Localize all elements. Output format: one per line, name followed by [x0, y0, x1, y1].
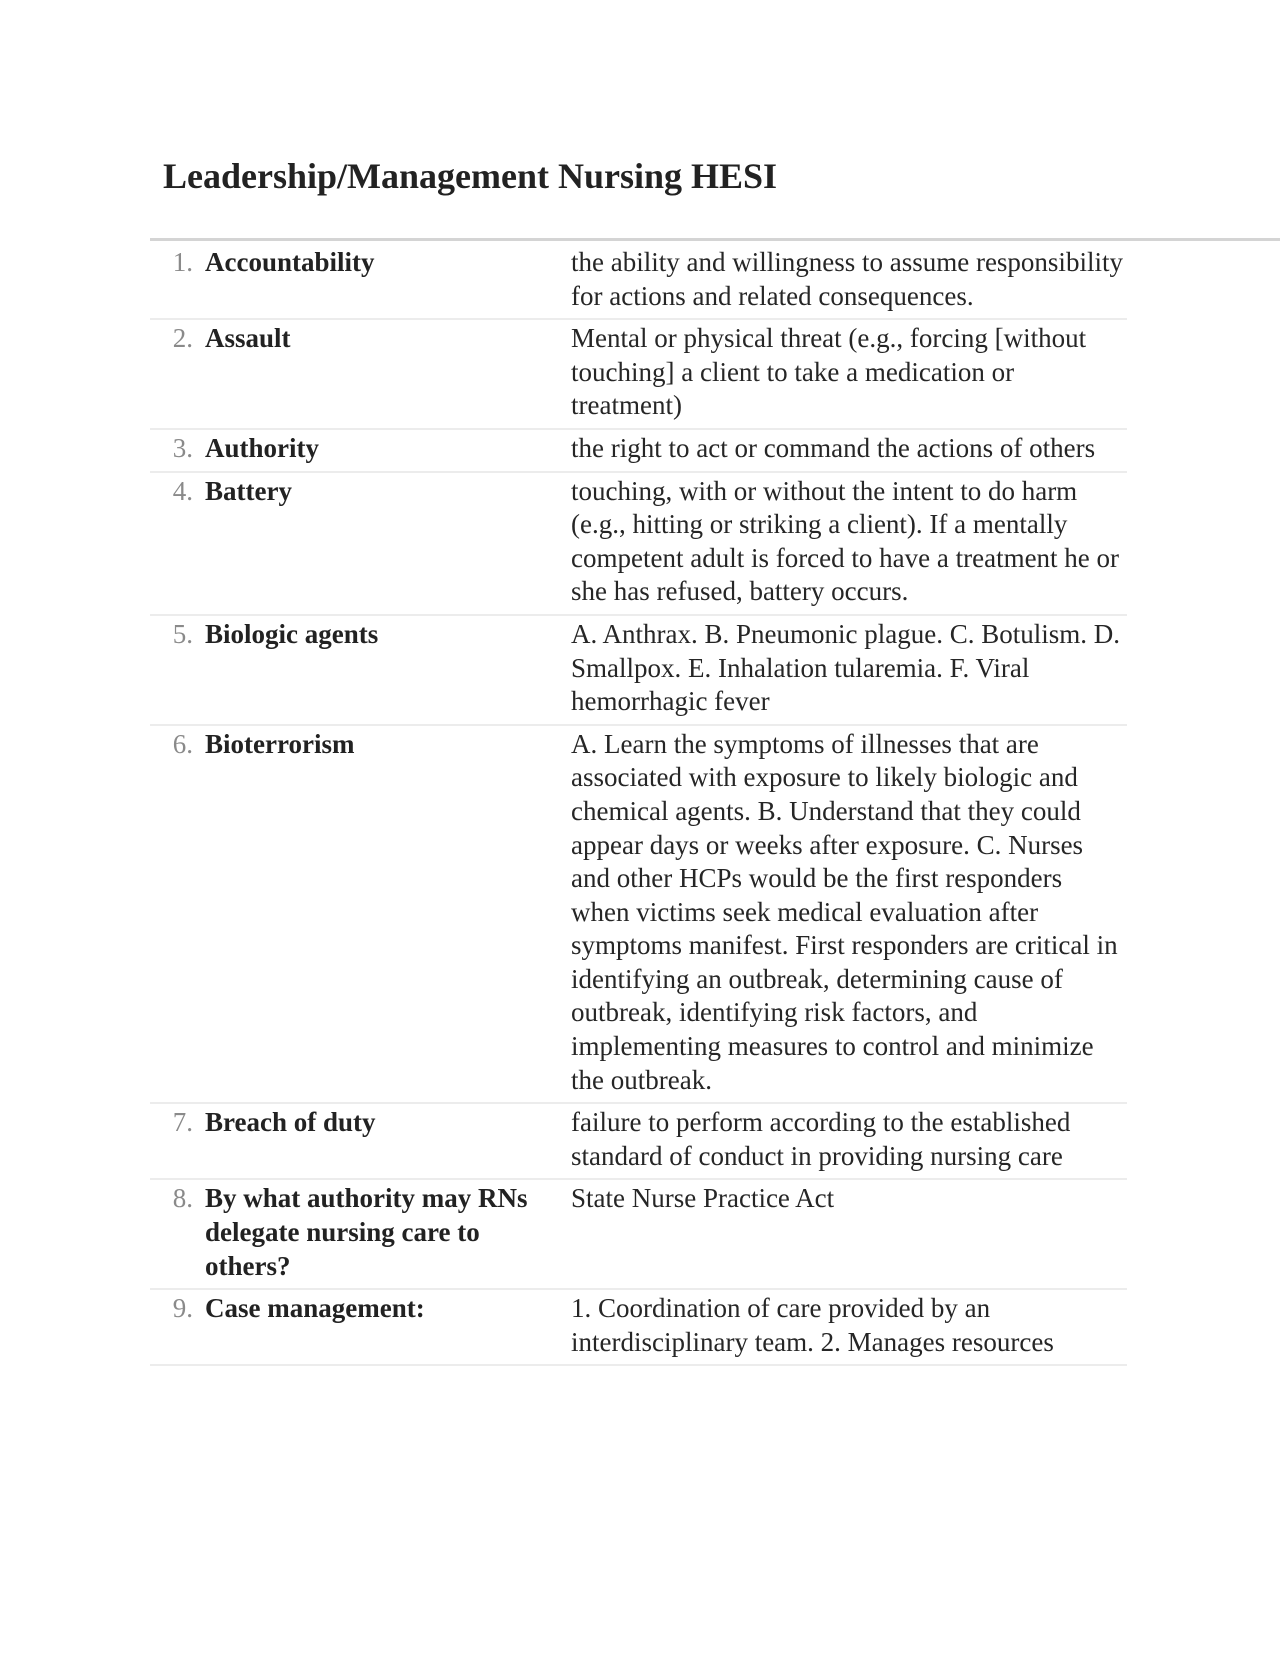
term-name: Battery [205, 475, 292, 506]
term-number: 4. [172, 475, 193, 506]
term-definition: the right to act or command the actions of others [571, 432, 1096, 463]
term-row [150, 726, 1127, 1105]
term-number: 9. [172, 1293, 193, 1324]
page-title: Leadership/Management Nursing HESI [163, 156, 778, 196]
term-definition: State Nurse Practice Act [571, 1183, 835, 1214]
term-row [150, 616, 1127, 726]
term-row [150, 1180, 1127, 1290]
term-definition: touching, with or without the intent to do harm (e.g., hitting or striking a client). If a mentally competent adult is forced to have a treatment he or she has refused, battery occurs. [571, 475, 1120, 607]
term-row [150, 473, 1127, 616]
term-list [150, 244, 1127, 1366]
term-definition: A. Anthrax. B. Pneumonic plague. C. Botulism. D. Smallpox. E. Inhalation tularemia. F. Viral hemorrhagic fever [571, 618, 1120, 717]
term-row [150, 1104, 1127, 1180]
term-name: Breach of duty [205, 1107, 376, 1138]
term-row [150, 320, 1127, 430]
term-number: 7. [172, 1107, 193, 1138]
term-number: 8. [172, 1183, 193, 1214]
term-definition: A. Learn the symptoms of illnesses that are associated with exposure to likely biologic and chemical agents. B. Understand that they could appear days or weeks after exposure. C. Nurses and other HCPs would be the first responders when victims seek medical evaluation after symptoms manifest. First responders are critical in identifying an outbreak, determining cause of outbreak, identifying risk factors, and implementing measures to control and minimize the outbreak. [571, 728, 1118, 1095]
term-definition: the ability and willingness to assume responsibility for actions and related consequences. [571, 247, 1123, 311]
term-row [150, 244, 1127, 320]
term-name: Accountability [205, 247, 375, 277]
term-number: 5. [172, 618, 193, 649]
term-definition: 1. Coordination of care provided by an interdisciplinary team. 2. Manages resources [571, 1293, 1054, 1357]
term-name: Assault [205, 323, 291, 354]
term-name: By what authority may RNs delegate nursing care to others? [205, 1183, 528, 1281]
term-number: 1. [172, 247, 193, 277]
term-definition: failure to perform according to the established standard of conduct in providing nursing care [571, 1107, 1071, 1171]
term-name: Biologic agents [205, 618, 379, 649]
term-number: 3. [172, 432, 193, 463]
term-definition: Mental or physical threat (e.g., forcing [without touching] a client to take a medication or treatment) [571, 323, 1087, 421]
term-name: Bioterrorism [205, 728, 355, 759]
term-number: 6. [172, 728, 193, 759]
term-row [150, 430, 1127, 473]
term-name: Case management: [205, 1293, 425, 1324]
term-row [150, 1290, 1127, 1366]
title-divider [150, 238, 1280, 241]
term-number: 2. [172, 323, 193, 354]
term-name: Authority [205, 432, 319, 463]
